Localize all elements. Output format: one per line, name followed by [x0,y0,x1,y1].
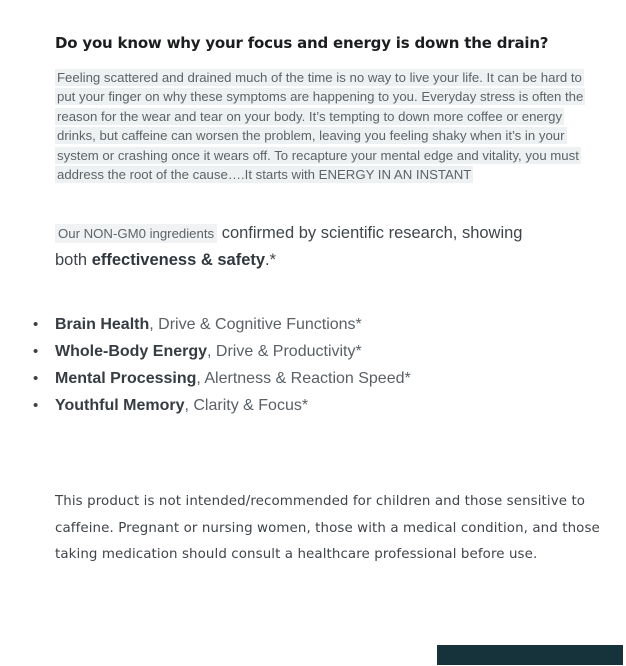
caution-disclaimer: This product is not intended/recommended for children and those sensitive to caffeine. Pregnant or nursing women, those with a medical condition, and those taking medication should consult a healthcare professional before use. [55,494,600,562]
benefits-list [33,311,573,419]
list-item [33,338,573,365]
bullet-icon: • [33,370,39,387]
benefit-title: Youthful Memory [55,397,185,414]
bullet-icon: • [33,316,39,333]
ingredients-claim-line2-suffix: .* [265,251,277,269]
page-title: Do you know why your focus and energy is down the drain? [55,34,549,52]
ingredients-claim [55,220,575,273]
benefit-detail: , Drive & Cognitive Functions* [149,316,362,333]
benefit-detail: , Alertness & Reaction Speed* [196,370,411,387]
list-item [33,311,573,338]
benefit-title: Mental Processing [55,370,197,387]
intro-paragraph [55,68,595,184]
benefit-title: Brain Health [55,316,150,333]
bullet-icon: • [33,343,39,360]
ingredients-claim-text: confirmed by scientific research, showing [217,224,523,242]
horizontal-scrollbar-thumb[interactable] [437,645,623,665]
effectiveness-safety-bold: effectiveness & safety [91,251,266,269]
list-item [33,392,573,419]
list-item [33,365,573,392]
ingredients-claim-line2-prefix: both [55,251,92,269]
benefit-detail: , Drive & Productivity* [207,343,362,360]
benefit-detail: , Clarity & Focus* [184,397,309,414]
intro-paragraph-highlighted-text: Feeling scattered and drained much of the time is no way to live your life. It can be hard to put your finger on why these symptoms are happening to you. Everyday stress is often the reason for the wear and tear on your body. It’s tempting to down more coffee or energy drinks, but caffeine can worsen the problem, leaving you feeling shaky when it’s in your system or crashing once it wears off. To recapture your mental edge and vitality, you must address the root of the cause….It starts with ENERGY IN AN INSTANT [57,70,584,183]
non-gmo-highlight: Our NON-GM0 ingredients [55,224,217,243]
benefit-title: Whole-Body Energy [55,343,208,360]
bullet-icon: • [33,397,39,414]
